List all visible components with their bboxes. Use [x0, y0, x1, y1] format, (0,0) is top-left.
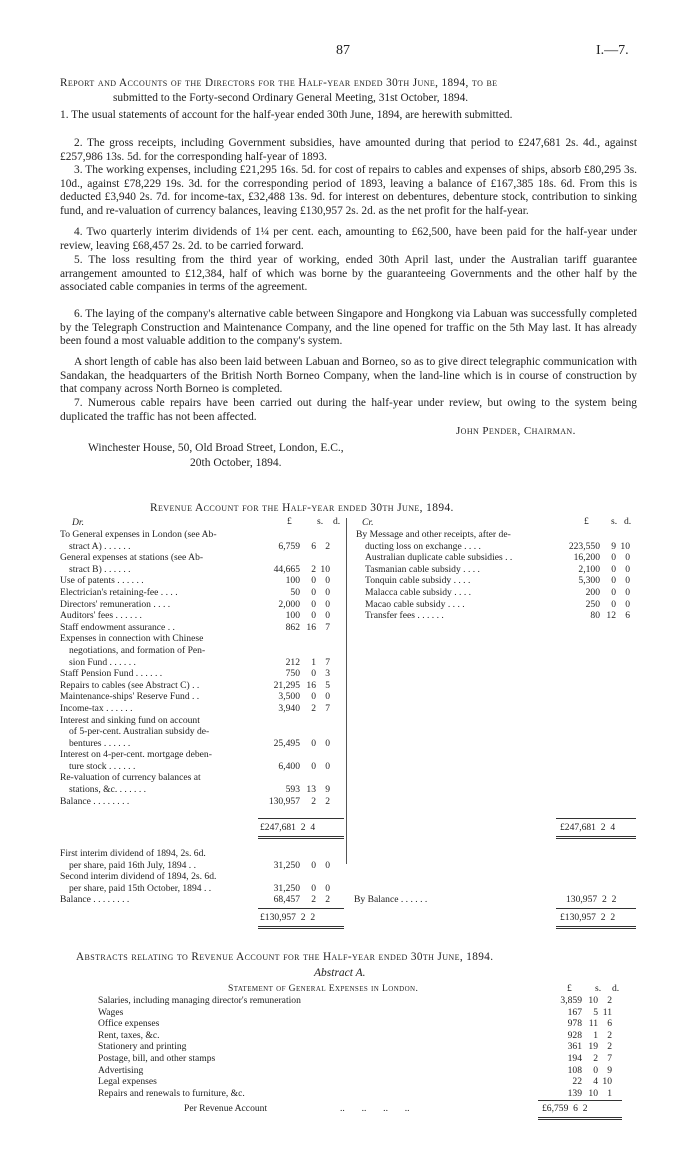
signature-date: 20th October, 1894. — [190, 457, 282, 469]
row-label: Salaries, including managing director's remuneration — [98, 995, 301, 1006]
credit-head-s: s. — [611, 516, 618, 527]
paragraph-3: 3. The working expenses, including £21,295 16s. 5d. for cost of repairs to cables and expenses of ships, absorb £80,295 3s. 10d., against £78,229 19s. 3d. for the corresponding period of 1893, leaving a balance of £167,385 18s. 6d. From this is deducted £3,940 2s. 7d. for income-tax, £32,488 13s. 9d. for interest on debentures, debenture stock, contribution to sinking fund, and re-valuation of currency balances, leaving £130,957 2s. 2d. as the net profit for the half-year. — [60, 164, 637, 217]
row-label: stract A) . . . . . . — [69, 540, 131, 552]
cr-label: Cr. — [362, 517, 374, 528]
total2-rule-top — [258, 908, 344, 909]
row-amount: 80 12 6 — [590, 610, 630, 622]
paragraph-5: 5. The loss resulting from the third year of working, ended 30th April last, under the Australian tariff guarantee arrangement amounted to £12,384, half of which was borne by the guaranteeing Governments and the other half by the associated cable companies in terms of the agreement. — [60, 254, 637, 294]
row-label: Income-tax . . . . . . — [60, 702, 133, 714]
row-label: Staff Pension Fund . . . . . . — [60, 668, 163, 680]
row-amount — [256, 633, 330, 645]
row-label: Interest on 4-per-cent. mortgage deben- — [60, 749, 212, 761]
total2-rule-bottom — [258, 926, 344, 929]
row-label: Tasmanian cable subsidy . . . . — [365, 563, 480, 575]
row-label: Tonquin cable subsidy . . . . — [365, 575, 471, 587]
row-label: Repairs and renewals to furniture, &c. — [98, 1087, 245, 1099]
total1-rule-top — [258, 818, 344, 819]
row-amount: 2,100 0 0 — [578, 563, 630, 575]
row-label: ture stock . . . . . . — [69, 760, 136, 772]
abstract-a-subtitle: Abstract A. — [314, 967, 366, 979]
row-label: Stationery and printing — [98, 1041, 187, 1053]
row-label: per share, paid 15th October, 1894 . . — [69, 882, 212, 894]
debit-head-d: d. — [333, 516, 341, 527]
row-amount: 16,200 0 0 — [573, 552, 630, 564]
row-amount: 50 0 0 — [290, 586, 330, 598]
row-label: Second interim dividend of 1894, 2s. 6d. — [60, 871, 217, 883]
row-amount: 167 5 11 — [567, 1006, 612, 1018]
row-label: Australian duplicate cable subsidies . . — [365, 552, 513, 564]
row-amount — [556, 529, 630, 541]
row-amount — [256, 871, 330, 883]
row-label: General expenses at stations (see Ab- — [60, 552, 204, 564]
row-label: First interim dividend of 1894, 2s. 6d. — [60, 848, 206, 859]
statement-title: Statement of General Expenses in London. — [228, 983, 419, 994]
section-code: I.—7. — [596, 43, 629, 58]
paragraph-6: 6. The laying of the company's alternative cable between Singapore and Hongkong via Labuan was successfully completed by the Telegraph Construction and Maintenance Company, and the line opened for traffic on the 5th May last. It has already been found a most valuable addition to the company's system. — [60, 308, 637, 348]
revenue-title: Revenue Account for the Half-year ended 30th June, 1894. — [150, 502, 454, 514]
row-amount: 750 0 3 — [285, 668, 330, 680]
row-amount: 100 0 0 — [285, 575, 330, 587]
row-label: Staff endowment assurance . . — [60, 621, 175, 633]
signature-name: John Pender, Chairman. — [456, 425, 576, 437]
credit-head-d: d. — [624, 516, 632, 527]
total2-cr-rule-bottom — [556, 926, 636, 929]
row-label: Balance . . . . . . . . — [60, 894, 130, 906]
dividend-labels — [60, 848, 274, 906]
row-label: per share, paid 16th July, 1894 . . — [69, 859, 197, 871]
dr-label: Dr. — [72, 517, 84, 528]
credit-head-l: £ — [584, 516, 589, 527]
row-label: Directors' remuneration . . . . — [60, 598, 171, 610]
row-label: Advertising — [98, 1064, 144, 1076]
row-amount: 6,759 6 2 — [278, 540, 330, 552]
row-amount: 25,495 0 0 — [273, 737, 330, 749]
total1-cr-rule-bottom — [556, 836, 636, 839]
row-amount — [256, 645, 330, 657]
abstracts-title: Abstracts relating to Revenue Account for the Half-year ended 30th June, 1894. — [76, 951, 494, 963]
debit-amounts — [256, 529, 330, 807]
credit-amounts — [556, 529, 630, 622]
report-title-line2: submitted to the Forty-second Ordinary General Meeting, 31st October, 1894. — [113, 92, 469, 104]
abstract-head-d: d. — [612, 983, 620, 994]
abstract-sum-rule — [538, 1100, 622, 1101]
row-amount — [256, 772, 330, 784]
total2-cr-rule-top — [556, 908, 636, 909]
row-label: negotiations, and formation of Pen- — [69, 644, 206, 656]
per-revenue-total: £6,759 6 2 — [542, 1103, 588, 1114]
row-label: Re-valuation of currency balances at — [60, 772, 201, 784]
paragraph-4: 4. Two quarterly interim dividends of 1¼ per cent. each, amounting to £62,500, have been paid for the half-year under review, leaving £68,457 2s. 2d. to be carried forward. — [60, 226, 637, 252]
row-amount — [256, 726, 330, 738]
row-label: Repairs to cables (see Abstract C) . . — [60, 679, 200, 691]
row-amount — [256, 529, 330, 541]
row-amount: 22 4 10 — [572, 1076, 612, 1088]
per-revenue-dots: .. .. .. .. — [340, 1103, 410, 1114]
row-amount: 862 16 7 — [285, 621, 330, 633]
paragraph-7: 7. Numerous cable repairs have been carried out during the half-year under review, but owing to the system being duplicated the traffic has not been affected. — [60, 397, 637, 423]
row-amount — [256, 848, 330, 860]
row-amount — [256, 715, 330, 727]
row-amount: 44,665 2 10 — [273, 563, 330, 575]
row-label: To General expenses in London (see Ab- — [60, 529, 217, 540]
row-label: Maintenance-ships' Reserve Fund . . — [60, 691, 200, 703]
credit-total1: £247,681 2 4 — [560, 822, 616, 833]
debit-head-l: £ — [287, 516, 292, 527]
row-label: Electrician's retaining-fee . . . . — [60, 586, 178, 598]
row-amount: 928 1 2 — [567, 1029, 612, 1041]
debit-total2: £130,957 2 2 — [260, 912, 316, 923]
row-amount: 212 1 7 — [285, 656, 330, 668]
row-amount: 139 10 1 — [567, 1087, 612, 1099]
paragraph-6b: A short length of cable has also been laid between Labuan and Borneo, so as to give direct telegraphic communication with Sandakan, the headquarters of the British North Borneo Company, when the land-line which is in course of construction by that company across North Borneo is completed. — [60, 356, 637, 396]
per-revenue-label: Per Revenue Account — [184, 1103, 268, 1114]
row-label: Macao cable subsidy . . . . — [365, 598, 465, 610]
row-amount — [256, 749, 330, 761]
row-amount: 6,400 0 0 — [278, 760, 330, 772]
row-label: Use of patents . . . . . . — [60, 575, 144, 587]
row-amount: 361 19 2 — [567, 1041, 612, 1053]
row-amount: 194 2 7 — [567, 1052, 612, 1064]
page-number: 87 — [336, 43, 350, 58]
row-amount: 5,300 0 0 — [578, 575, 630, 587]
row-amount: 3,859 10 2 — [560, 995, 612, 1006]
by-balance-label: By Balance . . . . . . — [354, 894, 428, 905]
row-label: Malacca cable subsidy . . . . — [365, 586, 472, 598]
row-amount: 2,000 0 0 — [278, 598, 330, 610]
abstract-total-rule — [538, 1117, 622, 1120]
row-label: Interest and sinking fund on account — [60, 714, 200, 726]
row-label: Legal expenses — [98, 1076, 157, 1088]
row-label: sion Fund . . . . . . — [69, 656, 136, 668]
by-balance-value: 130,957 2 2 — [566, 894, 617, 905]
row-amount: 3,940 2 7 — [278, 702, 330, 714]
row-amount: 31,250 0 0 — [273, 882, 330, 894]
debit-labels — [60, 529, 274, 807]
debit-total1: £247,681 2 4 — [260, 822, 316, 833]
abstract-head-l: £ — [567, 983, 572, 994]
row-label: Expenses in connection with Chinese — [60, 633, 204, 645]
row-label: Postage, bill, and other stamps — [98, 1052, 216, 1064]
row-amount: 200 0 0 — [585, 586, 630, 598]
row-amount: 978 11 6 — [567, 1018, 612, 1030]
debit-head-s: s. — [317, 516, 324, 527]
credit-labels — [356, 529, 566, 622]
row-amount: 250 0 0 — [585, 598, 630, 610]
paragraph-1: 1. The usual statements of account for the half-year ended 30th June, 1894, are herewith submitted. — [60, 109, 513, 121]
row-amount: 130,957 2 2 — [268, 795, 330, 807]
row-amount: 31,250 0 0 — [273, 859, 330, 871]
row-label: Transfer fees . . . . . . — [365, 610, 444, 622]
row-label: stract B) . . . . . . — [69, 563, 131, 575]
abstract-labels — [98, 995, 498, 1099]
total1-cr-rule-top — [556, 818, 636, 819]
row-label: of 5-per-cent. Australian subsidy de- — [69, 726, 210, 738]
center-divider — [346, 518, 347, 864]
row-label: Balance . . . . . . . . — [60, 795, 130, 807]
row-label: stations, &c. . . . . . . — [69, 784, 147, 796]
row-amount — [256, 552, 330, 564]
row-amount: 68,457 2 2 — [273, 894, 330, 906]
row-amount: 593 13 9 — [285, 784, 330, 796]
row-amount: 108 0 9 — [567, 1064, 612, 1076]
row-amount: 223,550 9 10 — [568, 540, 630, 552]
signature-address: Winchester House, 50, Old Broad Street, London, E.C., — [88, 442, 344, 454]
paragraph-2: 2. The gross receipts, including Government subsidies, have amounted during that period to £247,681 2s. 4d., against £257,986 13s. 5d. for the corresponding half-year of 1893. — [60, 137, 637, 163]
row-amount: 21,295 16 5 — [273, 679, 330, 691]
credit-total2: £130,957 2 2 — [560, 912, 616, 923]
row-amount: 3,500 0 0 — [278, 691, 330, 703]
row-label: bentures . . . . . . — [69, 737, 131, 749]
total1-rule-bottom — [258, 836, 344, 839]
row-label: Office expenses — [98, 1018, 160, 1030]
row-label: By Message and other receipts, after de- — [356, 529, 511, 540]
report-title-line1: Report and Accounts of the Directors for the Half-year ended 30th June, 1894, to be — [60, 77, 498, 89]
row-label: Auditors' fees . . . . . . — [60, 610, 142, 622]
row-amount: 100 0 0 — [285, 610, 330, 622]
row-label: Rent, taxes, &c. — [98, 1029, 160, 1041]
row-label: ducting loss on exchange . . . . — [365, 540, 481, 552]
row-label: Wages — [98, 1006, 124, 1018]
abstract-amounts — [538, 995, 612, 1099]
dividend-amounts — [256, 848, 330, 906]
abstract-head-s: s. — [595, 983, 602, 994]
